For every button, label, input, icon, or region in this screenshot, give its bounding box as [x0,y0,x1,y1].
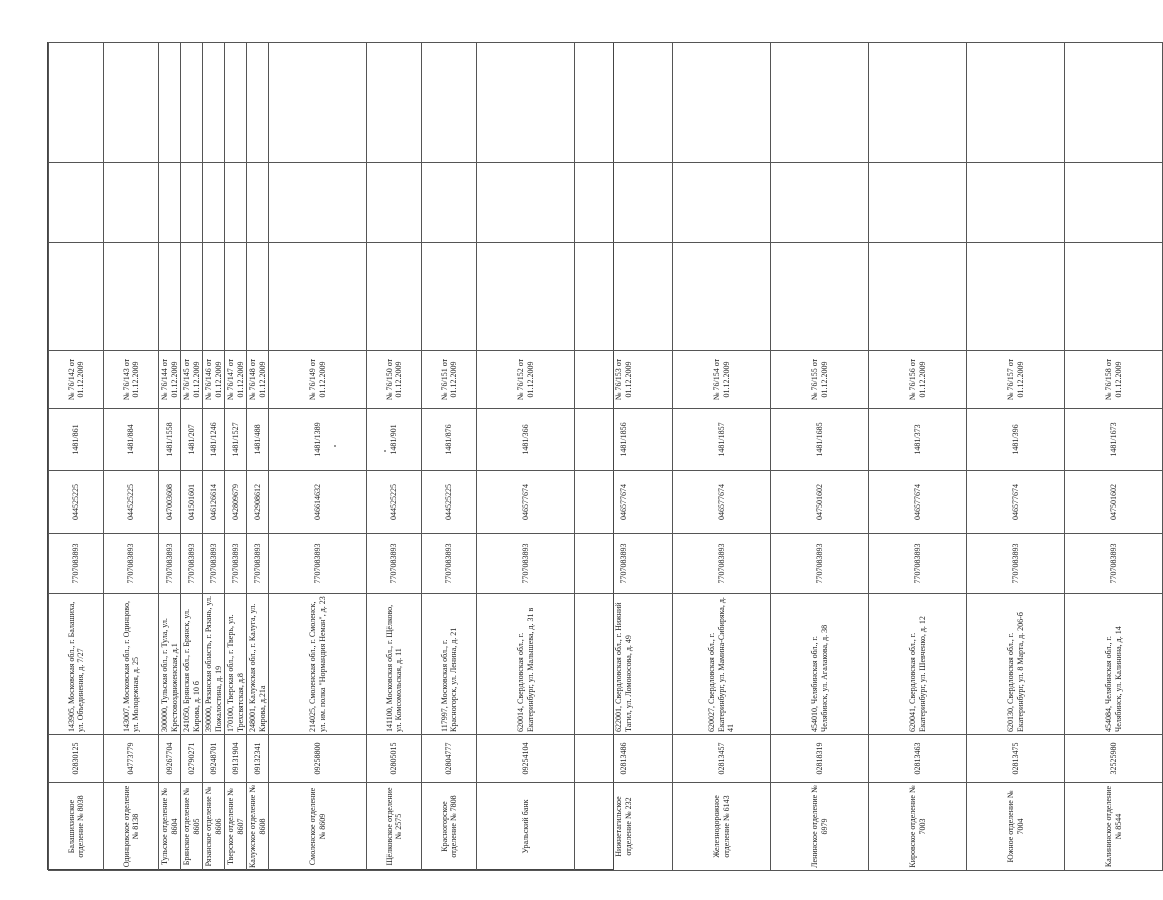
empty-cell-2 [1065,163,1163,243]
document-number-cell: № 76/144 от 01.12.2009 [159,351,181,409]
address-cell: 214025, Смоленская обл., г. Смоленск, ул. им. полка "Нормандия Неман", д. 23 [269,594,367,735]
address-cell: 620014, Свердловская обл., г. Екатеринбург, ул. Малышева, д. 31 в [477,594,575,735]
bik-cell: 044525225 [367,471,422,534]
reg-number-cell: 1481/207 [181,409,203,471]
empty-cell-3 [967,43,1065,163]
branch-name-cell: Щёлковское отделение № 2575 [367,783,422,871]
inn-cell: 7707083893 [1065,534,1163,594]
empty-cell-1 [673,243,771,351]
empty-cell-3 [869,43,967,163]
empty-cell-3 [422,43,477,163]
reg-number-cell: 1481/488 [247,409,269,471]
reg-number-cell: 1481/366 [477,409,575,471]
reg-number-cell: 1481/884 [104,409,159,471]
table-row [247,43,269,871]
rotated-table-wrapper [48,43,1123,871]
okpo-cell: 02805015 [367,735,422,783]
bik-cell: 046126614 [203,471,225,534]
empty-cell-1 [869,243,967,351]
document-page [47,42,1123,870]
reg-number-cell: 1481/373 [869,409,967,471]
branches-table [48,42,1163,871]
document-number-cell: № 76/150 от 01.12.2009 [367,351,422,409]
address-cell: 620130, Свердловская обл., г. Екатеринбург, ул. 8 Марта, д. 206-б [967,594,1065,735]
okpo-cell: 09267704 [159,735,181,783]
table-row [181,43,203,871]
bik-cell: 047501602 [1065,471,1163,534]
empty-cell-3 [181,43,203,163]
empty-cell-2 [49,163,104,243]
empty-cell-1 [159,243,181,351]
okpo-cell: 02818319 [771,735,869,783]
branch-name-cell: Тульское отделение № 8604 [159,783,181,871]
table-row [422,43,477,871]
okpo-cell: 02813486 [575,735,673,783]
branch-name-cell: Брянское отделение № 8605 [181,783,203,871]
address-cell: 170100, Тверская обл., г. Тверь, ул. Трехсвятская, д.8 [225,594,247,735]
branch-name-cell: Железнодорожное отделение № 6143 [673,783,771,871]
empty-cell-2 [247,163,269,243]
inn-cell: 7707083893 [673,534,771,594]
document-number-cell: № 76/142 от 01.12.2009 [49,351,104,409]
inn-cell: 7707083893 [159,534,181,594]
address-cell: 300000, Тульская обл., г. Тула, ул. Крестовоздвиженская, д.1 [159,594,181,735]
empty-cell-2 [159,163,181,243]
bik-cell: 044525225 [49,471,104,534]
address-cell: 143007, Московская обл., г. Одинцово, ул. Молодежная, д. 25 [104,594,159,735]
inn-cell: 7707083893 [422,534,477,594]
reg-number-cell: 1481/396 [967,409,1065,471]
empty-cell-2 [575,163,673,243]
address-cell: 454084, Челябинская обл., г. Челябинск, ул. Калинина, д. 14 [1065,594,1163,735]
bik-cell: 046614632 [269,471,367,534]
inn-cell: 7707083893 [247,534,269,594]
address-cell: 143905, Московская обл., г. Балашиха, ул. Объединения, д. 7/27 [49,594,104,735]
reg-number-cell: 1481/1673 [1065,409,1163,471]
empty-cell-3 [477,43,575,163]
branch-name-cell: Красногорское отделение № 7808 [422,783,477,871]
inn-cell: 7707083893 [477,534,575,594]
table-row [1065,43,1163,871]
empty-cell-3 [673,43,771,163]
inn-cell: 7707083893 [575,534,673,594]
inn-cell: 7707083893 [49,534,104,594]
empty-cell-1 [225,243,247,351]
empty-cell-1 [269,243,367,351]
reg-number-cell: 1481/876 [422,409,477,471]
address-cell: 620041, Свердловская обл., г. Екатеринбург, ул. Шевченко, д. 12 [869,594,967,735]
empty-cell-1 [247,243,269,351]
okpo-cell: 04773779 [104,735,159,783]
okpo-cell: 09132341 [247,735,269,783]
branch-name-cell: Калининское отделение № 8544 [1065,783,1163,871]
scan-speck [334,445,336,447]
table-row [203,43,225,871]
empty-cell-2 [104,163,159,243]
empty-cell-2 [967,163,1065,243]
bik-cell: 046577674 [575,471,673,534]
branch-name-cell: Нижнетагильское отделение № 232 [575,783,673,871]
empty-cell-3 [269,43,367,163]
inn-cell: 7707083893 [771,534,869,594]
empty-cell-3 [203,43,225,163]
table-row [225,43,247,871]
inn-cell: 7707083893 [181,534,203,594]
address-cell: 248001, Калужская обл., г. Калуга, ул. Кирова, д.21а [247,594,269,735]
branch-name-cell: Смоленское отделение № 8609 [269,783,367,871]
empty-cell-3 [225,43,247,163]
document-number-cell: № 76/147 от 01.12.2009 [225,351,247,409]
branch-name-cell: Рязанское отделение № 8606 [203,783,225,871]
empty-cell-2 [869,163,967,243]
empty-cell-2 [203,163,225,243]
reg-number-cell: 1481/1246 [203,409,225,471]
address-cell: 620027, Свердловская обл., г. Екатеринбург, ул. Мамина-Сибиряка, д. 41 [673,594,771,735]
empty-cell-2 [181,163,203,243]
document-number-cell: № 76/143 от 01.12.2009 [104,351,159,409]
branch-name-cell: Одинцовское отделение № 8138 [104,783,159,871]
empty-cell-2 [422,163,477,243]
empty-cell-3 [49,43,104,163]
empty-cell-2 [225,163,247,243]
empty-cell-3 [1065,43,1163,163]
table-row [367,43,422,871]
reg-number-cell: 1481/1856 [575,409,673,471]
okpo-cell: 02830125 [49,735,104,783]
inn-cell: 7707083893 [225,534,247,594]
table-row [869,43,967,871]
inn-cell: 7707083893 [104,534,159,594]
empty-cell-1 [104,243,159,351]
empty-cell-3 [575,43,673,163]
bik-cell: 044525225 [422,471,477,534]
empty-cell-3 [104,43,159,163]
table-row [477,43,575,871]
document-number-cell: № 76/158 от 01.12.2009 [1065,351,1163,409]
okpo-cell: 02813463 [869,735,967,783]
document-number-cell: № 76/152 от 01.12.2009 [477,351,575,409]
bik-cell: 046577674 [673,471,771,534]
empty-cell-3 [367,43,422,163]
empty-cell-1 [477,243,575,351]
empty-cell-2 [367,163,422,243]
bik-cell: 047003608 [159,471,181,534]
empty-cell-2 [477,163,575,243]
document-number-cell: № 76/153 от 01.12.2009 [575,351,673,409]
inn-cell: 7707083893 [269,534,367,594]
document-number-cell: № 76/157 от 01.12.2009 [967,351,1065,409]
branch-name-cell: Кировское отделение № 7003 [869,783,967,871]
address-cell: 117997, Московская обл., г. Красногорск, ул. Ленина, д. 21 [422,594,477,735]
branch-name-cell: Южное отделение № 7004 [967,783,1065,871]
reg-number-cell: 1481/1857 [673,409,771,471]
reg-number-cell: 1481/1527 [225,409,247,471]
document-number-cell: № 76/155 от 01.12.2009 [771,351,869,409]
okpo-cell: 09254104 [477,735,575,783]
empty-cell-2 [771,163,869,243]
document-number-cell: № 76/151 от 01.12.2009 [422,351,477,409]
table-row [49,43,104,871]
reg-number-cell: 1481/1685 [771,409,869,471]
address-cell: 390000, Рязанская область, г. Рязань, ул. Пожалостина, д. 19 [203,594,225,735]
okpo-cell: 02790271 [181,735,203,783]
okpo-cell: 09248701 [203,735,225,783]
address-cell: 622001, Свердловская обл., г. Нижний Тагил, ул. Ломоносова, д. 49 [575,594,673,735]
empty-cell-1 [771,243,869,351]
empty-cell-1 [575,243,673,351]
document-number-cell: № 76/156 от 01.12.2009 [869,351,967,409]
table-row [673,43,771,871]
empty-cell-3 [771,43,869,163]
bik-cell: 042809679 [225,471,247,534]
document-number-cell: № 76/145 от 01.12.2009 [181,351,203,409]
branch-name-cell: Балашихинское отделение № 8038 [49,783,104,871]
document-number-cell: № 76/146 от 01.12.2009 [203,351,225,409]
table-row [269,43,367,871]
reg-number-cell: 1481/901 [367,409,422,471]
inn-cell: 7707083893 [203,534,225,594]
table-body [49,43,1163,871]
bik-cell: 042908612 [247,471,269,534]
okpo-cell: 09131904 [225,735,247,783]
empty-cell-2 [269,163,367,243]
bik-cell: 046577674 [967,471,1065,534]
bik-cell: 047501602 [771,471,869,534]
empty-cell-1 [181,243,203,351]
empty-cell-1 [1065,243,1163,351]
empty-cell-2 [673,163,771,243]
document-number-cell: № 76/154 от 01.12.2009 [673,351,771,409]
bik-cell: 044525225 [104,471,159,534]
branch-name-cell: Ленинское отделение № 6979 [771,783,869,871]
empty-cell-1 [422,243,477,351]
empty-cell-3 [159,43,181,163]
scan-speck [384,450,386,452]
address-cell: 241050, Брянская обл., г. Брянск, ул. Кирова, д. 10 б [181,594,203,735]
inn-cell: 7707083893 [367,534,422,594]
address-cell: 454010, Челябинская обл., г. Челябинск, ул. Агалакова, д. 38 [771,594,869,735]
bik-cell: 046577674 [477,471,575,534]
reg-number-cell: 1481/1389 [269,409,367,471]
okpo-cell: 02804777 [422,735,477,783]
empty-cell-1 [203,243,225,351]
okpo-cell: 32525980 [1065,735,1163,783]
reg-number-cell: 1481/861 [49,409,104,471]
inn-cell: 7707083893 [967,534,1065,594]
empty-cell-3 [247,43,269,163]
document-number-cell: № 76/148 от 01.12.2009 [247,351,269,409]
bik-cell: 046577674 [869,471,967,534]
okpo-cell: 09258800 [269,735,367,783]
table-row [575,43,673,871]
table-row [104,43,159,871]
table-row [771,43,869,871]
okpo-cell: 02813475 [967,735,1065,783]
branch-name-cell: Калужское отделение № 8608 [247,783,269,871]
okpo-cell: 02813457 [673,735,771,783]
branch-name-cell: Тверское отделение № 8607 [225,783,247,871]
table-row [159,43,181,871]
bik-cell: 041501601 [181,471,203,534]
inn-cell: 7707083893 [869,534,967,594]
document-number-cell: № 76/149 от 01.12.2009 [269,351,367,409]
empty-cell-1 [367,243,422,351]
empty-cell-1 [49,243,104,351]
address-cell: 141100, Московская обл., г. Щёлково, ул. Комсомольская, д. 11 [367,594,422,735]
reg-number-cell: 1481/1558 [159,409,181,471]
empty-cell-1 [967,243,1065,351]
branch-name-cell: Уральский банк [477,783,575,871]
table-row [967,43,1065,871]
